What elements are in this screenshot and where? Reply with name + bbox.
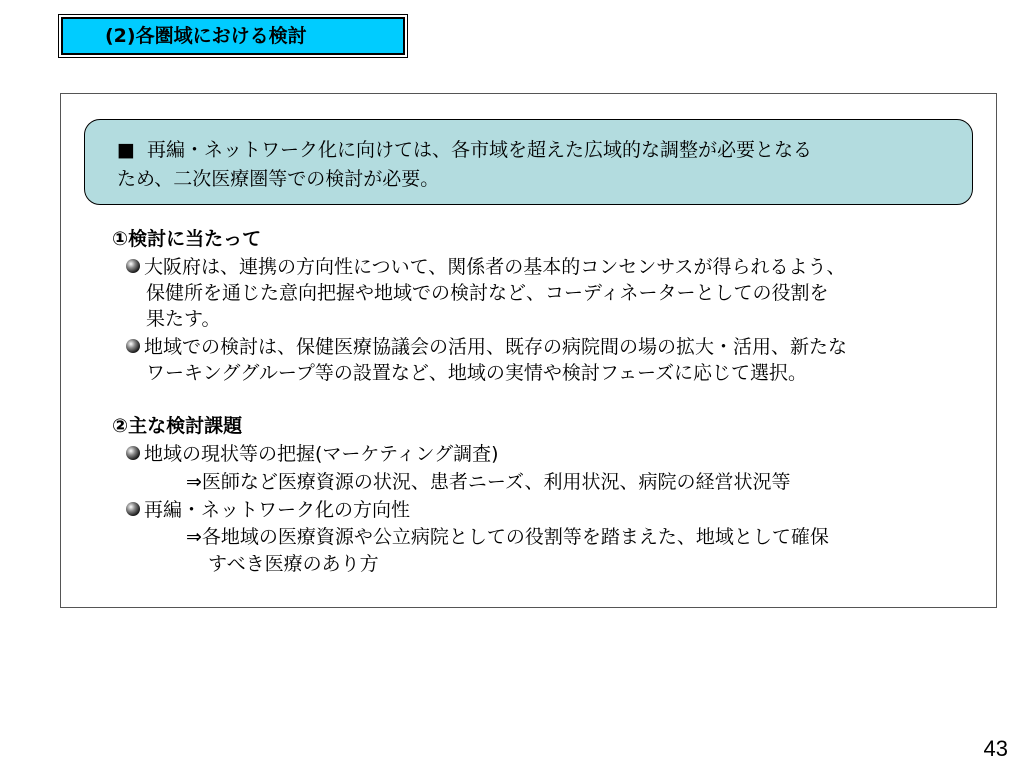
section-2-heading: ②主な検討課題 (112, 415, 243, 437)
round-bullet-icon (125, 501, 141, 517)
round-bullet-icon (125, 445, 141, 461)
callout-text-2: ため、二次医療圏等での検討が必要。 (117, 168, 440, 190)
section-1-bullet-2 (125, 334, 847, 360)
arrow-detail-continuation: すべき医療のあり方 (208, 553, 379, 575)
title-box (58, 14, 408, 58)
page-title: (2)各圏域における検討 (61, 17, 405, 55)
bullet-text: 地域の現状等の把握(マーケティング調査) (144, 443, 499, 465)
section-1-bullet-1 (125, 254, 845, 280)
section-2-bullet-1 (125, 441, 499, 467)
callout-text-1: 再編・ネットワーク化に向けては、各市域を超えた広域的な調整が必要となる (147, 139, 813, 161)
section-2-bullet-2 (125, 497, 410, 523)
bullet-continuation: ワーキンググループ等の設置など、地域の実情や検討フェーズに応じて選択。 (146, 362, 808, 384)
bullet-continuation: 保健所を通じた意向把握や地域での検討など、コーディネーターとしての役割を (146, 282, 829, 304)
round-bullet-icon (125, 338, 141, 354)
arrow-detail: ⇒各地域の医療資源や公立病院としての役割等を踏まえた、地域として確保 (186, 526, 829, 548)
round-bullet-icon (125, 258, 141, 274)
section-1-heading: ①検討に当たって (112, 228, 262, 250)
arrow-detail: ⇒医師など医療資源の状況、患者ニーズ、利用状況、病院の経営状況等 (186, 471, 791, 493)
bullet-text: 再編・ネットワーク化の方向性 (144, 499, 411, 521)
summary-callout (84, 119, 973, 205)
bullet-continuation: 果たす。 (146, 308, 221, 330)
bullet-text: 地域での検討は、保健医療協議会の活用、既存の病院間の場の拡大・活用、新たな (144, 336, 848, 358)
callout-line-1 (117, 136, 972, 165)
page-number: 43 (983, 736, 1008, 761)
bullet-text: 大阪府は、連携の方向性について、関係者の基本的コンセンサスが得られるよう、 (144, 256, 846, 278)
square-mark-icon: ■ (117, 139, 135, 161)
